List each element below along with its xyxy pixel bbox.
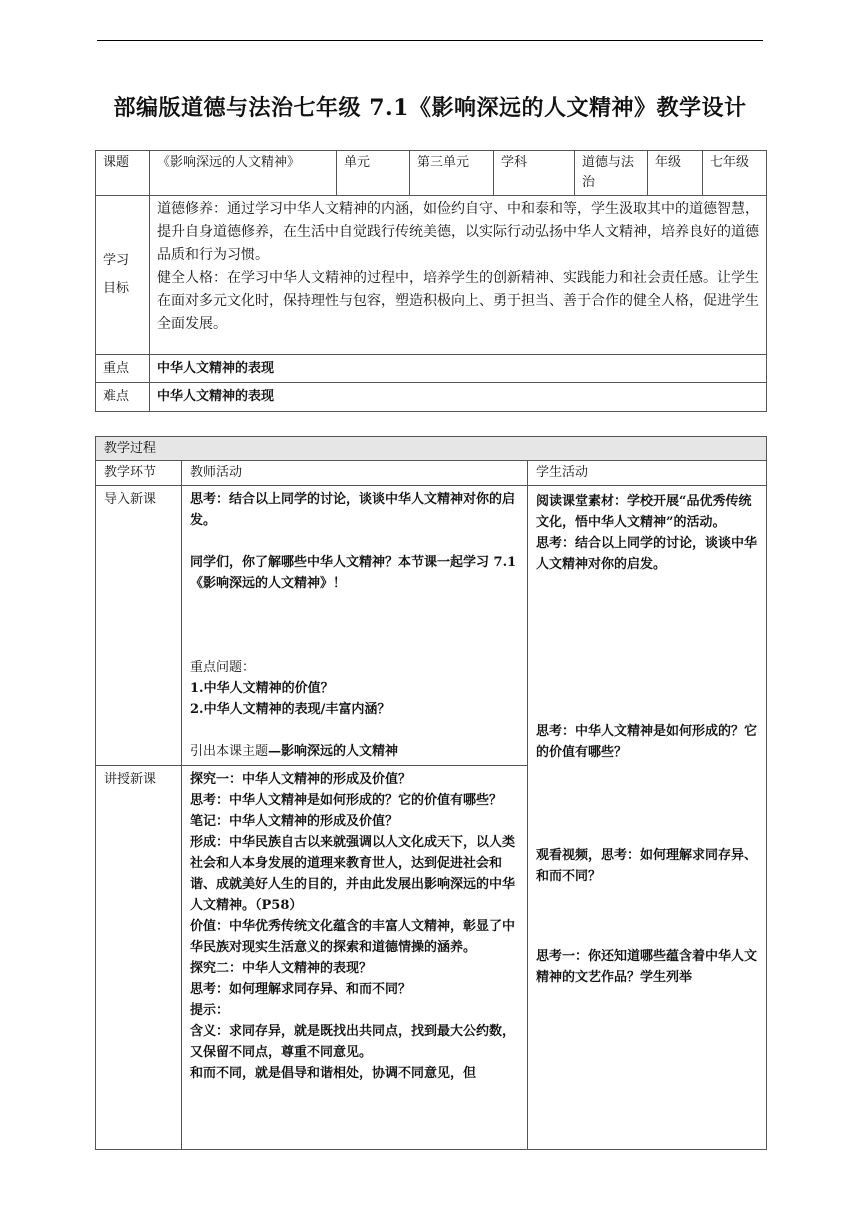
teaching-process-table	[95, 436, 767, 1150]
grade-label: 年级	[648, 151, 703, 196]
explore-1-question: 思考：中华人文精神是如何形成的？它的价值有哪些？	[190, 793, 503, 808]
unit-value: 第三单元	[410, 151, 494, 196]
teacher-activity-new	[182, 766, 528, 1150]
explore-1-value: 价值：中华优秀传统文化蕴含的丰富人文精神，彰显了中华民族对现实生活意义的探索和道德情操的涵养。	[190, 919, 516, 955]
intro-topic-main: —影响深远的人文精神	[268, 744, 399, 759]
intro-topic	[190, 741, 519, 762]
objective-moral: 道德修养：通过学习中华人文精神的内涵，如俭约自守、中和泰和等，学生汲取其中的道德智慧，提升自身道德修养，在生活中自觉践行传统美德，以实际行动弘扬中华人文精神，培养良好的道德品质和行为习惯。	[157, 201, 759, 263]
explore-1-title: 探究一：中华人文精神的形成及价值？	[190, 772, 412, 787]
intro-question: 思考：结合以上同学的讨论，谈谈中华人文精神对你的启发。	[190, 492, 516, 528]
intro-key-questions-label: 重点问题：	[190, 660, 256, 675]
intro-lead: 同学们，你了解哪些中华人文精神？本节课一起学习 7.1《影响深远的人文精神》！	[190, 555, 517, 591]
difficulty-label: 难点	[96, 383, 150, 412]
header-rule	[97, 40, 763, 41]
subject-value: 道德与法治	[575, 151, 648, 196]
objectives-content	[150, 196, 767, 355]
explore-2-hint: 提示：	[190, 1003, 230, 1018]
col-teacher-header: 教师活动	[182, 461, 528, 486]
intro-key-question-1: 1.中华人文精神的价值？	[190, 681, 334, 696]
key-point-label: 重点	[96, 355, 150, 383]
grade-value: 七年级	[703, 151, 767, 196]
objectives-label-line-2: 目标	[103, 281, 130, 296]
document-title: 部编版道德与法治七年级 7.1《影响深远的人文精神》教学设计	[113, 95, 747, 121]
explore-2-title: 探究二：中华人文精神的表现？	[190, 961, 373, 976]
intro-topic-prefix: 引出本课主题	[190, 744, 269, 759]
explore-2-meaning: 含义：求同存异，就是既找出共同点，找到最大公约数，又保留不同点，尊重不同意见。	[190, 1024, 516, 1060]
explore-1-formation: 形成：中华民族自古以来就强调以人文化成天下，以人类社会和人本身发展的道理来教育世人，达到促进社会和谐、成就美好人生的目的，并由此发展出影响深远的中华人文精神。（P58）	[190, 835, 516, 913]
student-activity-column	[528, 486, 767, 1150]
col-student-header: 学生活动	[528, 461, 767, 486]
teacher-activity-intro	[182, 486, 528, 766]
student-new-video: 观看视频，思考：如何理解求同存异、和而不同？	[536, 848, 758, 884]
subject-label: 学科	[494, 151, 575, 196]
course-label: 课题	[96, 151, 150, 196]
student-new-question-1: 思考：中华人文精神是如何形成的？它的价值有哪些？	[536, 724, 758, 760]
col-stage-header: 教学环节	[96, 461, 182, 486]
student-new-question-2: 思考一：你还知道哪些蕴含着中华人文精神的文艺作品？学生列举	[536, 949, 758, 985]
process-header: 教学过程	[96, 437, 767, 461]
key-point-value: 中华人文精神的表现	[150, 355, 767, 383]
student-intro-reading: 阅读课堂素材：学校开展“品优秀传统文化，悟中华人文精神”的活动。	[536, 494, 752, 530]
explore-1-note: 笔记：中华人文精神的形成及价值？	[190, 814, 399, 829]
difficulty-value: 中华人文精神的表现	[150, 383, 767, 412]
objectives-label	[96, 196, 150, 355]
intro-key-question-2: 2.中华人文精神的表现/丰富内涵？	[190, 702, 391, 717]
objective-personality: 健全人格：在学习中华人文精神的过程中，培养学生的创新精神、实践能力和社会责任感。让学生在面对多元文化时，保持理性与包容，塑造积极向上、勇于担当、善于合作的健全人格，促进学生全面发展。	[157, 270, 759, 332]
unit-label: 单元	[337, 151, 410, 196]
lesson-info-table	[95, 150, 767, 412]
course-value: 《影响深远的人文精神》	[150, 151, 337, 196]
student-intro-question: 思考：结合以上同学的讨论，谈谈中华人文精神对你的启发。	[536, 536, 758, 572]
stage-new-lesson: 讲授新课	[96, 766, 182, 1150]
objectives-label-line-1: 学习	[103, 253, 130, 268]
explore-2-question: 思考：如何理解求同存异、和而不同？	[190, 982, 412, 997]
stage-intro: 导入新课	[96, 486, 182, 766]
explore-2-harmony: 和而不同，就是倡导和谐相处，协调不同意见，但	[190, 1066, 477, 1081]
